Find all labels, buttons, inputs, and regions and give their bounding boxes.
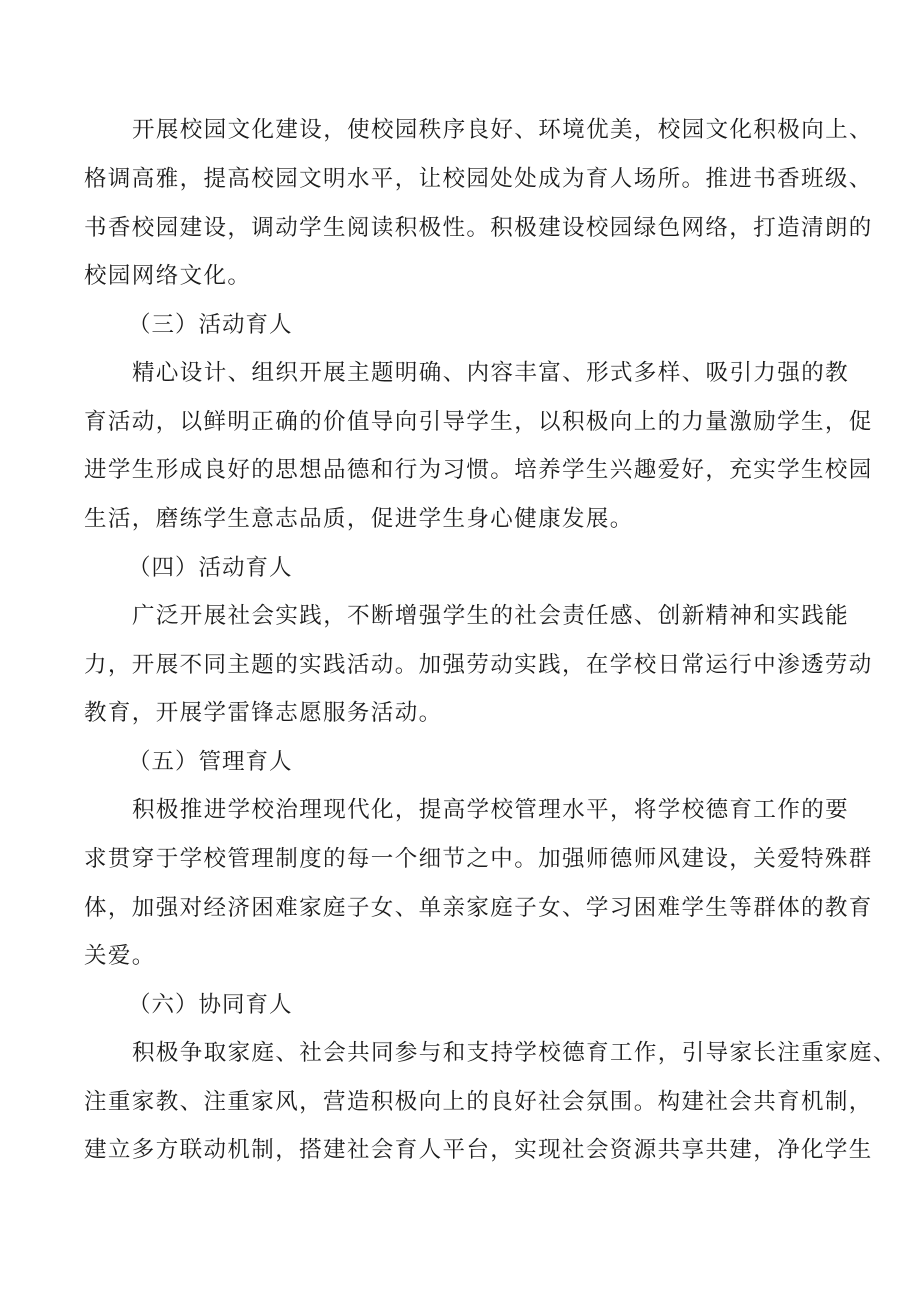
paragraph-line: 精心设计、组织开展主题明确、内容丰富、形式多样、吸引力强的教 — [132, 360, 850, 386]
paragraph-line: 广泛开展社会实践，不断增强学生的社会责任感、创新精神和实践能 — [132, 603, 850, 629]
paragraph-line: 建立多方联动机制，搭建社会育人平台，实现社会资源共享共建，净化学生 — [84, 1137, 873, 1163]
paragraph-line: 校园网络文化。 — [84, 263, 252, 289]
paragraph-line: 书香校园建设，调动学生阅读积极性。积极建设校园绿色网络，打造清朗的 — [84, 215, 873, 241]
paragraph-line: 力，开展不同主题的实践活动。加强劳动实践，在学校日常运行中渗透劳动 — [84, 652, 873, 678]
section-heading-6: （六）协同育人 — [128, 992, 293, 1018]
paragraph-line: 体，加强对经济困难家庭子女、单亲家庭子女、学习困难学生等群体的教育 — [84, 895, 873, 921]
paragraph-line: 积极争取家庭、社会共同参与和支持学校德育工作，引导家长注重家庭、 — [132, 1040, 897, 1066]
paragraph-line: 注重家教、注重家风，营造积极向上的良好社会氛围。构建社会共育机制， — [84, 1089, 873, 1115]
section-heading-3: （三）活动育人 — [128, 312, 293, 338]
paragraph-line: 求贯穿于学校管理制度的每一个细节之中。加强师德师风建设，关爱特殊群 — [84, 846, 873, 872]
paragraph-line: 育活动，以鲜明正确的价值导向引导学生，以积极向上的力量激励学生，促 — [84, 409, 873, 435]
paragraph-line: 积极推进学校治理现代化，提高学校管理水平，将学校德育工作的要 — [132, 797, 850, 823]
paragraph-line: 格调高雅，提高校园文明水平，让校园处处成为育人场所。推进书香班级、 — [84, 166, 873, 192]
paragraph-line: 生活，磨练学生意志品质，促进学生身心健康发展。 — [84, 506, 634, 532]
section-heading-5: （五）管理育人 — [128, 749, 293, 775]
paragraph-line: 关爱。 — [84, 943, 156, 969]
paragraph-line: 开展校园文化建设，使校园秩序良好、环境优美，校园文化积极向上、 — [132, 117, 873, 143]
paragraph-line: 教育，开展学雷锋志愿服务活动。 — [84, 700, 443, 726]
section-heading-4: （四）活动育人 — [128, 555, 293, 581]
paragraph-line: 进学生形成良好的思想品德和行为习惯。培养学生兴趣爱好，充实学生校园 — [84, 457, 873, 483]
